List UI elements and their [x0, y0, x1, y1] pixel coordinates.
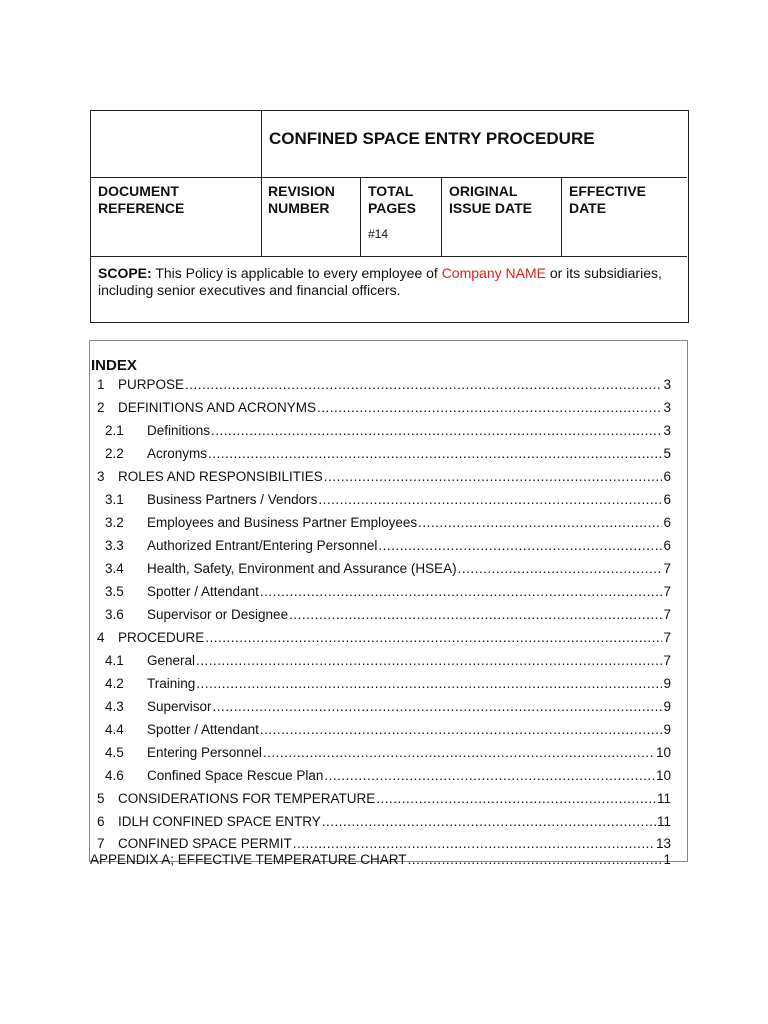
- toc-leader-dots: [185, 376, 662, 393]
- toc-entry-number: 3.2: [105, 515, 124, 530]
- toc-entry-title: Supervisor or Designee: [147, 607, 289, 622]
- toc-entry-title: Training: [147, 676, 196, 691]
- scope-label: SCOPE:: [98, 265, 152, 281]
- toc-leader-dots: [324, 767, 655, 784]
- toc-entry[interactable]: [90, 376, 671, 393]
- toc-entry-title: PROCEDURE: [118, 630, 205, 645]
- toc-leader-dots: [260, 583, 663, 600]
- toc-entry[interactable]: [90, 652, 671, 669]
- toc-entry-page: 7: [663, 584, 671, 599]
- toc-entry-number: 6: [97, 814, 105, 829]
- toc-entry[interactable]: [90, 583, 671, 600]
- toc-entry-page: 6: [663, 538, 671, 553]
- toc-leader-dots: [376, 790, 656, 807]
- toc-leader-dots: [318, 491, 662, 508]
- toc-entry[interactable]: [90, 606, 671, 623]
- toc-entry-number: 5: [97, 791, 105, 806]
- toc-entry[interactable]: [90, 813, 671, 830]
- toc-leader-dots: [378, 537, 662, 554]
- toc-entry-title: Health, Safety, Environment and Assurance (HSEA): [147, 561, 457, 576]
- toc-entry-title: APPENDIX A; EFFECTIVE TEMPERATURE CHART: [90, 852, 407, 867]
- divider: [91, 256, 687, 257]
- toc-leader-dots: [211, 422, 662, 439]
- toc-entry[interactable]: [90, 491, 671, 508]
- toc-entry-title: CONFINED SPACE PERMIT: [118, 836, 292, 851]
- toc-entry[interactable]: [90, 790, 671, 807]
- toc-entry-page: 9: [663, 676, 671, 691]
- toc-leader-dots: [196, 652, 662, 669]
- toc-entry[interactable]: [90, 537, 671, 554]
- toc-entry-page: 10: [655, 745, 671, 760]
- toc-entry-page: 3: [663, 423, 671, 438]
- toc-leader-dots: [418, 514, 662, 531]
- toc-entry[interactable]: [90, 445, 671, 462]
- toc-entry-page: 6: [663, 515, 671, 530]
- toc-entry-page: 9: [663, 722, 671, 737]
- divider: [360, 177, 361, 256]
- toc-entry-page: 5: [663, 446, 671, 461]
- divider: [561, 177, 562, 256]
- toc-entry-number: 3.3: [105, 538, 124, 553]
- toc-entry-number: 3: [97, 469, 105, 484]
- toc-entry[interactable]: [90, 629, 671, 646]
- toc-entry[interactable]: [90, 835, 671, 852]
- toc-entry-title: Business Partners / Vendors: [147, 492, 318, 507]
- toc-entry[interactable]: [90, 721, 671, 738]
- toc-entry-title: General: [147, 653, 196, 668]
- toc-entry-number: 4.5: [105, 745, 124, 760]
- toc-entry-page: 3: [663, 400, 671, 415]
- toc-entry[interactable]: [90, 560, 671, 577]
- toc-entry-number: 2.1: [105, 423, 124, 438]
- scope-text: This Policy is applicable to every employee of: [151, 265, 442, 281]
- toc-entry-title: Spotter / Attendant: [147, 722, 259, 737]
- toc-entry-title: CONSIDERATIONS FOR TEMPERATURE: [118, 791, 376, 806]
- toc-entry-number: 4.6: [105, 768, 124, 783]
- company-name: Company NAME: [441, 265, 546, 281]
- toc-entry-number: 3.6: [105, 607, 124, 622]
- toc-leader-dots: [458, 560, 663, 577]
- toc-leader-dots: [260, 721, 663, 738]
- document-reference-header: DOCUMENT REFERENCE: [98, 183, 185, 216]
- toc-leader-dots: [196, 675, 662, 692]
- toc-entry[interactable]: [90, 851, 671, 868]
- effective-date-header: EFFECTIVE DATE: [569, 183, 647, 216]
- toc-entry[interactable]: [90, 698, 671, 715]
- toc-entry-number: 3.5: [105, 584, 124, 599]
- toc-entry-number: 3.1: [105, 492, 124, 507]
- toc-entry-title: Confined Space Rescue Plan: [147, 768, 324, 783]
- toc-entry[interactable]: [90, 399, 671, 416]
- toc-entry-number: 1: [97, 377, 105, 392]
- toc-entry[interactable]: [90, 514, 671, 531]
- toc-entry-page: 1: [663, 852, 671, 867]
- toc-entry-title: Supervisor: [147, 699, 212, 714]
- toc-entry-number: 4.1: [105, 653, 124, 668]
- toc-entry[interactable]: [90, 675, 671, 692]
- toc-entry-page: 7: [663, 653, 671, 668]
- toc-entry-title: IDLH CONFINED SPACE ENTRY: [118, 814, 321, 829]
- toc-entry-number: 4.2: [105, 676, 124, 691]
- total-pages-value: #14: [368, 227, 389, 241]
- divider: [441, 177, 442, 256]
- toc-entry-number: 3.4: [105, 561, 124, 576]
- toc-entry-page: 11: [656, 814, 671, 829]
- toc-entry-page: 13: [655, 836, 671, 851]
- toc-entry-title: ROLES AND RESPONSIBILITIES: [118, 469, 323, 484]
- toc-entry-title: Employees and Business Partner Employees: [147, 515, 418, 530]
- toc-leader-dots: [324, 468, 663, 485]
- toc-entry-number: 4.4: [105, 722, 124, 737]
- toc-leader-dots: [408, 851, 663, 868]
- toc-entry-title: Spotter / Attendant: [147, 584, 259, 599]
- toc-entry-title: Acronyms: [147, 446, 208, 461]
- toc-leader-dots: [208, 445, 662, 462]
- table-of-contents: [89, 340, 688, 867]
- original-issue-date-header: ORIGINAL ISSUE DATE: [449, 183, 532, 216]
- toc-entry[interactable]: [90, 767, 671, 784]
- toc-entry-title: Authorized Entrant/Entering Personnel: [147, 538, 378, 553]
- toc-entry-page: 7: [663, 630, 671, 645]
- toc-entry[interactable]: [90, 422, 671, 439]
- scope-statement: [98, 265, 678, 299]
- toc-entry-page: 7: [663, 607, 671, 622]
- toc-entry-title: DEFINITIONS AND ACRONYMS: [118, 400, 317, 415]
- toc-leader-dots: [317, 399, 662, 416]
- toc-leader-dots: [213, 698, 663, 715]
- toc-entry-title: Entering Personnel: [147, 745, 262, 760]
- revision-number-header: REVISION NUMBER: [268, 183, 335, 216]
- toc-entry-page: 9: [663, 699, 671, 714]
- toc-leader-dots: [289, 606, 662, 623]
- document-title: CONFINED SPACE ENTRY PROCEDURE: [269, 129, 595, 148]
- index-title: INDEX: [91, 357, 137, 374]
- toc-entry-number: 2.2: [105, 446, 124, 461]
- toc-entry-page: 10: [655, 768, 671, 783]
- toc-leader-dots: [293, 835, 655, 852]
- toc-entry-number: 4.3: [105, 699, 124, 714]
- divider: [91, 177, 687, 178]
- toc-leader-dots: [263, 744, 655, 761]
- toc-entry-number: 7: [97, 836, 105, 851]
- divider: [261, 111, 262, 256]
- toc-entry-title: Definitions: [147, 423, 211, 438]
- scope-text-rest: or its subsidiaries, including senior executives and financial officers.: [98, 265, 662, 298]
- total-pages-header: TOTAL PAGES: [368, 183, 416, 216]
- toc-entry-page: 11: [656, 791, 671, 806]
- toc-entry-number: 4: [97, 630, 105, 645]
- toc-entry-page: 6: [663, 469, 671, 484]
- toc-entry[interactable]: [90, 468, 671, 485]
- toc-entry-page: 3: [663, 377, 671, 392]
- toc-entry[interactable]: [90, 744, 671, 761]
- document-header-table: [90, 110, 689, 323]
- toc-entry-number: 2: [97, 400, 105, 415]
- toc-entry-title: PURPOSE: [118, 377, 185, 392]
- toc-leader-dots: [322, 813, 656, 830]
- toc-entry-page: 6: [663, 492, 671, 507]
- toc-leader-dots: [205, 629, 662, 646]
- toc-entry-page: 7: [663, 561, 671, 576]
